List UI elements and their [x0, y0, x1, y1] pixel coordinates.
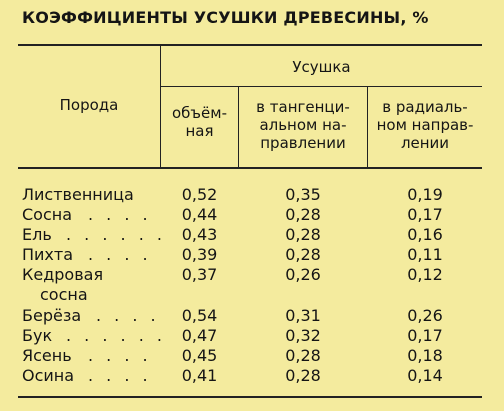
bottom-rule	[18, 396, 482, 398]
radial-value: 0,17	[407, 205, 443, 224]
tangential-value: 0,26	[285, 265, 321, 284]
tangential-value: 0,35	[285, 185, 321, 204]
species-name: Бук	[22, 326, 53, 345]
leader-dots: . . . .	[88, 366, 152, 385]
radial-value: 0,17	[407, 326, 443, 345]
radial-value: 0,19	[407, 185, 443, 204]
tangential-value: 0,32	[285, 326, 321, 345]
leader-dots: . . . .	[88, 205, 152, 224]
species-name: Лиственница	[22, 185, 134, 204]
species-name: Сосна	[22, 205, 73, 224]
header-bottom-rule	[18, 167, 482, 169]
header-shrinkage: Усушка	[292, 58, 351, 76]
volume-value: 0,39	[181, 245, 218, 264]
species-name: Ясень	[22, 346, 72, 365]
radial-value: 0,12	[407, 265, 443, 284]
tangential-value: 0,28	[285, 225, 321, 244]
volume-value: 0,43	[181, 225, 218, 244]
tangential-value: 0,28	[285, 245, 321, 264]
species-name: Ель	[22, 225, 52, 244]
radial-value: 0,18	[407, 346, 443, 365]
volume-value: 0,54	[181, 306, 218, 325]
radial-value: 0,11	[407, 245, 443, 264]
shrinkage-underline	[160, 86, 482, 87]
tangential-value: 0,28	[285, 205, 321, 224]
leader-dots: . . . . . .	[66, 225, 166, 244]
species-name: Кедровая	[22, 265, 104, 284]
volume-value: 0,37	[181, 265, 218, 284]
species-name-line2: сосна	[40, 285, 88, 304]
leader-dots: . . . .	[88, 245, 152, 264]
radial-value: 0,16	[407, 225, 443, 244]
volume-value: 0,44	[181, 205, 218, 224]
volume-value: 0,52	[181, 185, 218, 204]
species-name: Берёза	[22, 306, 82, 325]
header-volume: объём- ная	[172, 104, 227, 140]
tangential-value: 0,28	[285, 346, 321, 365]
leader-dots: . . . .	[96, 306, 160, 325]
top-rule	[18, 44, 482, 46]
volume-value: 0,47	[181, 326, 218, 345]
volume-value: 0,41	[181, 366, 218, 385]
tangential-value: 0,31	[285, 306, 321, 325]
radial-value: 0,14	[407, 366, 443, 385]
radial-value: 0,26	[407, 306, 443, 325]
leader-dots: . . . .	[88, 346, 152, 365]
tangential-value: 0,28	[285, 366, 321, 385]
header-breed: Порода	[59, 96, 119, 114]
species-name: Осина	[22, 366, 75, 385]
header-tangential: в тангенци- альном на- правлении	[256, 98, 350, 152]
volume-value: 0,45	[181, 346, 218, 365]
leader-dots: . . . . . .	[66, 326, 166, 345]
header-radial: в радиаль- ном направ- лении	[376, 98, 474, 152]
species-name: Пихта	[22, 245, 74, 264]
table-title: КОЭФФИЦИЕНТЫ УСУШКИ ДРЕВЕСИНЫ, %	[22, 8, 429, 27]
